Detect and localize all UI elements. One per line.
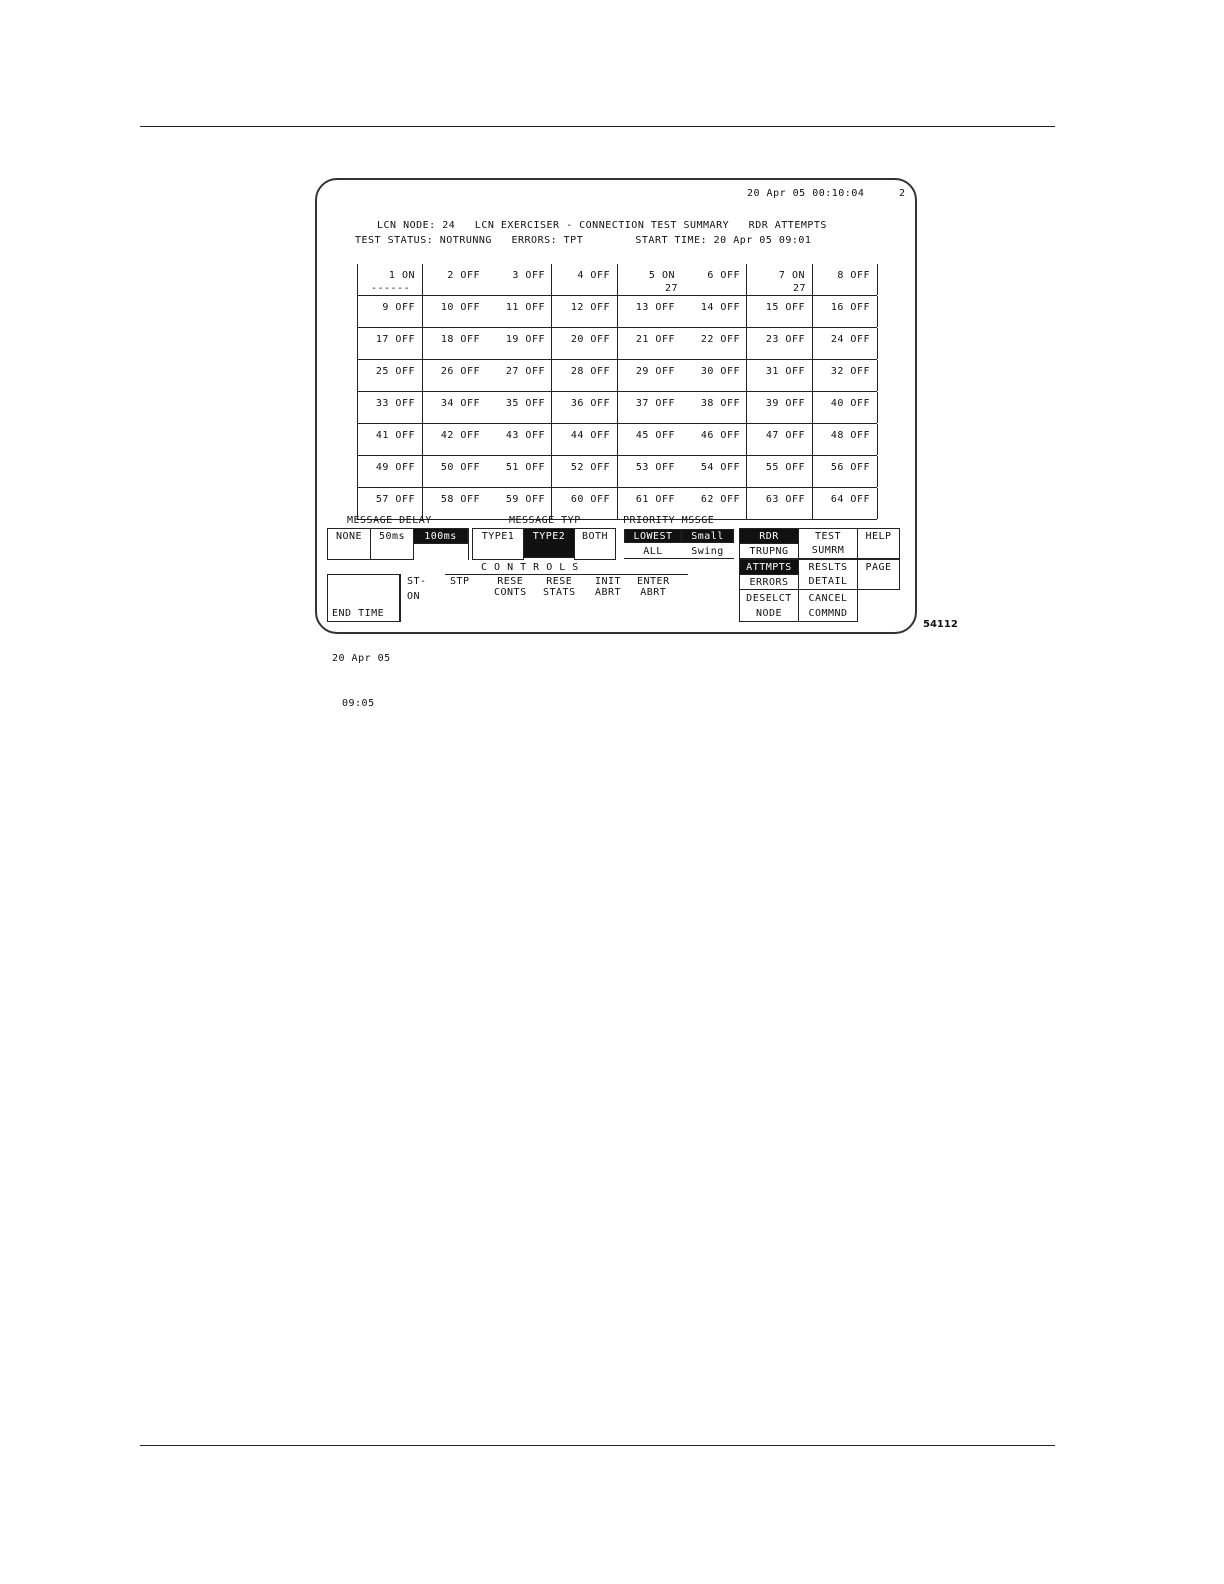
port-cell[interactable]: 26 OFF (440, 366, 480, 377)
errors-button[interactable]: ERRORS (739, 574, 799, 590)
port-cell[interactable]: 42 OFF (440, 430, 480, 441)
port-cell[interactable]: 15 OFF (765, 302, 805, 313)
reset-stats-line2: STATS (543, 587, 576, 598)
port-cell[interactable]: 32 OFF (830, 366, 870, 377)
both-button[interactable]: BOTH (574, 528, 616, 560)
port-cell[interactable]: 3 OFF (512, 270, 545, 281)
rdr-button[interactable]: RDR (739, 528, 799, 544)
type2-button[interactable]: TYPE2 (523, 528, 575, 558)
port-grid (357, 264, 877, 520)
figure-id: 54112 (923, 619, 958, 630)
port-cell[interactable]: 16 OFF (830, 302, 870, 313)
test-summary-line1: TEST (814, 531, 842, 542)
status-line: TEST STATUS: NOTRUNNG ERRORS: TPT START TIME: 20 Apr 05 09:01 (355, 235, 812, 246)
end-time-field[interactable] (327, 574, 400, 709)
deselect-node-button[interactable] (739, 589, 799, 622)
crt-display (315, 178, 917, 709)
port-cell[interactable]: 22 OFF (700, 334, 740, 345)
enter-abort-line1: ENTER (637, 576, 670, 587)
port-cell[interactable]: 25 OFF (375, 366, 415, 377)
port-cell[interactable]: 56 OFF (830, 462, 870, 473)
port-cell[interactable]: 19 OFF (505, 334, 545, 345)
title-line: LCN NODE: 24 LCN EXERCISER - CONNECTION TEST SUMMARY RDR ATTEMPTS (377, 220, 827, 231)
st-label: ST- (407, 576, 427, 587)
port-cell[interactable]: 38 OFF (700, 398, 740, 409)
grid-separator (877, 424, 878, 455)
port-row (357, 327, 877, 359)
date-time: 20 Apr 05 00:10:04 (747, 188, 865, 199)
port-cell[interactable]: 10 OFF (440, 302, 480, 313)
end-time-date: 20 Apr 05 (332, 653, 391, 664)
delay-100ms-button[interactable]: 100ms (413, 528, 468, 544)
grid-separator (877, 360, 878, 391)
port-cell[interactable]: 46 OFF (700, 430, 740, 441)
grid-separator (877, 264, 878, 295)
all-button[interactable]: ALL (643, 546, 663, 557)
port-cell[interactable]: 30 OFF (700, 366, 740, 377)
port-cell[interactable]: 52 OFF (570, 462, 610, 473)
help-button[interactable]: HELP (857, 528, 900, 559)
port-cell[interactable]: 45 OFF (635, 430, 675, 441)
priority-message-label: PRIORITY MSSGE (623, 515, 715, 526)
port-cell[interactable]: 20 OFF (570, 334, 610, 345)
port-cell[interactable]: 54 OFF (700, 462, 740, 473)
delay-group-edge (468, 528, 469, 560)
results-line2: DETAIL (808, 576, 848, 587)
port-cell[interactable]: 23 OFF (765, 334, 805, 345)
controls-divider (400, 574, 401, 622)
init-abort-line2: ABRT (595, 587, 622, 598)
st-value: ON (407, 591, 421, 602)
port-cell[interactable]: 29 OFF (635, 366, 675, 377)
port-row (357, 295, 877, 327)
port-cell[interactable]: 63 OFF (765, 494, 805, 505)
port-cell[interactable]: 13 OFF (635, 302, 675, 313)
grid-separator (877, 392, 878, 423)
port-cell[interactable]: 8 OFF (837, 270, 870, 281)
page-button[interactable]: PAGE (857, 559, 900, 590)
port-cell[interactable]: 41 OFF (375, 430, 415, 441)
type1-button[interactable]: TYPE1 (472, 528, 524, 560)
reset-counts-button[interactable] (494, 576, 527, 598)
reset-counts-line2: CONTS (494, 587, 527, 598)
page-top-rule (140, 126, 1055, 127)
end-time-label: END TIME (332, 608, 385, 619)
port-cell[interactable]: 62 OFF (700, 494, 740, 505)
cancel-line2: COMMND (808, 608, 848, 619)
port-cell[interactable]: 28 OFF (570, 366, 610, 377)
grid-separator (877, 456, 878, 487)
port-row (357, 359, 877, 391)
port-cell[interactable]: 35 OFF (505, 398, 545, 409)
small-button[interactable]: Small (681, 529, 734, 543)
port-7-sub: 27 (793, 283, 807, 294)
port-cell[interactable]: 37 OFF (635, 398, 675, 409)
cancel-line1: CANCEL (808, 593, 848, 604)
port-cell[interactable]: 61 OFF (635, 494, 675, 505)
port-cell[interactable]: 11 OFF (505, 302, 545, 313)
port-1-dashes: ------ (371, 283, 411, 294)
port-row (357, 487, 877, 520)
port-cell[interactable]: 6 OFF (707, 270, 740, 281)
port-cell[interactable]: 2 OFF (447, 270, 480, 281)
port-cell[interactable]: 47 OFF (765, 430, 805, 441)
port-cell[interactable]: 60 OFF (570, 494, 610, 505)
reset-stats-button[interactable] (543, 576, 576, 598)
port-row (357, 423, 877, 455)
message-delay-label: MESSAGE DELAY (347, 515, 432, 526)
port-cell[interactable]: 40 OFF (830, 398, 870, 409)
port-cell[interactable]: 53 OFF (635, 462, 675, 473)
stop-button[interactable]: STP (450, 576, 470, 587)
deselect-line1: DESELCT (746, 593, 792, 604)
enter-abort-line2: ABRT (640, 587, 667, 598)
port-cell[interactable]: 44 OFF (570, 430, 610, 441)
results-line1: RESLTS (808, 562, 848, 573)
message-type-label: MESSAGE TYP (509, 515, 581, 526)
port-cell[interactable]: 64 OFF (830, 494, 870, 505)
controls-rule (445, 574, 688, 575)
page-bottom-rule (140, 1445, 1055, 1446)
port-cell[interactable]: 36 OFF (570, 398, 610, 409)
grid-separator (877, 488, 878, 519)
port-cell[interactable]: 9 OFF (382, 302, 415, 313)
port-row (357, 264, 877, 295)
reset-stats-line1: RESE (546, 576, 573, 587)
grid-separator (877, 296, 878, 327)
port-cell[interactable]: 21 OFF (635, 334, 675, 345)
port-cell[interactable]: 7 ON (778, 270, 805, 281)
port-cell[interactable]: 1 ON (388, 270, 415, 281)
port-cell[interactable]: 51 OFF (505, 462, 545, 473)
controls-label: C O N T R O L S (481, 562, 579, 573)
port-cell[interactable]: 14 OFF (700, 302, 740, 313)
port-cell[interactable]: 27 OFF (505, 366, 545, 377)
page-number: 2 (899, 188, 906, 199)
init-abort-line1: INIT (595, 576, 622, 587)
enter-abort-button[interactable] (637, 576, 670, 598)
port-5-sub: 27 (665, 283, 679, 294)
port-cell[interactable]: 59 OFF (505, 494, 545, 505)
port-cell[interactable]: 18 OFF (440, 334, 480, 345)
test-summary-line2: SUMRM (811, 545, 845, 556)
delay-none-button[interactable]: NONE (327, 528, 371, 560)
results-detail-button[interactable] (798, 559, 858, 590)
port-row (357, 391, 877, 423)
port-cell[interactable]: 33 OFF (375, 398, 415, 409)
port-cell[interactable]: 17 OFF (375, 334, 415, 345)
priority-underline (624, 558, 734, 559)
test-summary-button[interactable] (798, 528, 858, 559)
lowest-button[interactable]: LOWEST (624, 529, 682, 543)
port-cell[interactable]: 31 OFF (765, 366, 805, 377)
rdr-trupng-button[interactable]: TRUPNG (739, 543, 799, 559)
port-cell[interactable]: 12 OFF (570, 302, 610, 313)
port-cell[interactable]: 4 OFF (577, 270, 610, 281)
port-row (357, 455, 877, 487)
grid-separator (877, 328, 878, 359)
port-cell[interactable]: 24 OFF (830, 334, 870, 345)
port-cell[interactable]: 34 OFF (440, 398, 480, 409)
end-time-clock: 09:05 (342, 698, 375, 709)
cancel-command-button[interactable] (798, 589, 858, 622)
port-cell[interactable]: 43 OFF (505, 430, 545, 441)
init-abort-button[interactable] (595, 576, 621, 598)
port-cell[interactable]: 57 OFF (375, 494, 415, 505)
port-cell[interactable]: 48 OFF (830, 430, 870, 441)
port-cell[interactable]: 55 OFF (765, 462, 805, 473)
attempts-button[interactable]: ATTMPTS (739, 559, 799, 575)
port-cell[interactable]: 50 OFF (440, 462, 480, 473)
reset-counts-line1: RESE (497, 576, 524, 587)
delay-50ms-button[interactable]: 50ms (370, 528, 414, 560)
port-cell[interactable]: 5 ON (648, 270, 675, 281)
port-cell[interactable]: 39 OFF (765, 398, 805, 409)
swing-button[interactable]: Swing (691, 546, 724, 557)
port-cell[interactable]: 58 OFF (440, 494, 480, 505)
port-cell[interactable]: 49 OFF (375, 462, 415, 473)
deselect-line2: NODE (755, 608, 783, 619)
